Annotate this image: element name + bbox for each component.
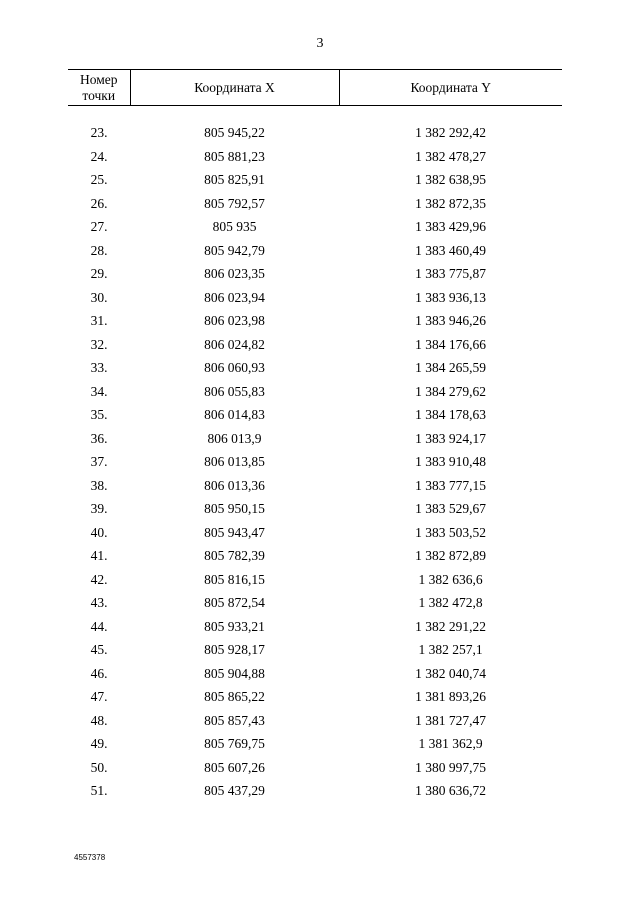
coordinate-x-cell: 806 055,83 bbox=[204, 383, 265, 399]
coordinate-x-cell: 805 857,43 bbox=[204, 712, 265, 728]
coordinate-x-cell: 805 945,22 bbox=[204, 125, 265, 140]
point-number-cell: 24. bbox=[90, 148, 108, 164]
point-number-cell: 23. bbox=[90, 125, 108, 140]
coordinate-x-cell: 806 024,82 bbox=[204, 336, 265, 352]
point-number-cell: 36. bbox=[90, 430, 108, 446]
coordinate-x-cell: 806 013,9 bbox=[207, 430, 262, 446]
coordinate-y-cell: 1 383 777,15 bbox=[415, 477, 486, 493]
coordinate-y-cell: 1 380 636,72 bbox=[415, 783, 486, 798]
point-number-cell: 42. bbox=[90, 571, 108, 587]
table-row bbox=[68, 192, 562, 216]
header-point-number bbox=[68, 70, 130, 106]
coordinate-x-cell: 806 013,36 bbox=[204, 477, 265, 493]
coordinate-y-cell: 1 381 362,9 bbox=[418, 736, 483, 751]
table-row bbox=[68, 215, 562, 239]
table-row bbox=[68, 427, 562, 451]
coordinate-y-cell: 1 383 946,26 bbox=[415, 313, 486, 328]
header-point-line2: точки bbox=[82, 87, 116, 103]
table-row bbox=[68, 121, 562, 145]
coordinate-y-cell: 1 381 893,26 bbox=[415, 689, 486, 704]
coordinate-x-cell: 805 769,75 bbox=[204, 736, 265, 751]
coordinate-x-cell: 805 942,79 bbox=[204, 242, 265, 258]
coordinate-x-cell: 806 023,35 bbox=[204, 266, 265, 281]
coordinate-y-cell: 1 383 460,49 bbox=[415, 242, 486, 258]
coordinate-y-cell: 1 381 727,47 bbox=[415, 712, 486, 728]
document-id: 4557378 bbox=[74, 853, 106, 862]
point-number-cell: 37. bbox=[90, 454, 108, 469]
coordinate-y-cell: 1 383 503,52 bbox=[415, 524, 486, 540]
coordinate-x-cell: 806 013,85 bbox=[204, 454, 265, 469]
coordinate-x-cell: 805 816,15 bbox=[204, 571, 265, 587]
table-row bbox=[68, 333, 562, 357]
coordinate-y-cell: 1 382 257,1 bbox=[418, 642, 483, 657]
page-number: 3 bbox=[316, 36, 324, 51]
table-row bbox=[68, 450, 562, 474]
coordinate-y-cell: 1 384 265,59 bbox=[415, 360, 486, 375]
coordinate-y-cell: 1 380 997,75 bbox=[415, 759, 486, 775]
coordinate-x-cell: 805 904,88 bbox=[204, 665, 265, 681]
table-row bbox=[68, 521, 562, 545]
coordinate-y-cell: 1 384 176,66 bbox=[415, 336, 486, 352]
point-number-cell: 35. bbox=[90, 407, 108, 422]
table-row bbox=[68, 591, 562, 615]
point-number-cell: 38. bbox=[90, 477, 108, 493]
coordinate-x-cell: 806 023,94 bbox=[204, 289, 265, 305]
point-number-cell: 45. bbox=[90, 642, 108, 657]
point-number-cell: 41. bbox=[90, 548, 108, 563]
table-row bbox=[68, 709, 562, 733]
point-number-cell: 29. bbox=[90, 266, 108, 281]
coordinate-y-cell: 1 383 429,96 bbox=[415, 219, 486, 234]
coordinate-y-cell: 1 382 472,8 bbox=[418, 595, 483, 610]
coordinate-x-cell: 805 607,26 bbox=[204, 759, 265, 775]
point-number-cell: 30. bbox=[90, 289, 108, 305]
table-row bbox=[68, 615, 562, 639]
header-point-line1: Номер bbox=[79, 71, 118, 87]
table-row bbox=[68, 286, 562, 310]
table-row bbox=[68, 544, 562, 568]
coordinate-y-cell: 1 383 924,17 bbox=[415, 430, 486, 446]
coordinate-y-cell: 1 382 638,95 bbox=[415, 172, 486, 187]
point-number-cell: 47. bbox=[90, 689, 108, 704]
point-number-cell: 43. bbox=[90, 595, 108, 610]
table-row bbox=[68, 685, 562, 709]
table-row bbox=[68, 239, 562, 263]
header-coordinate-x: Координата X bbox=[130, 70, 339, 106]
table-row bbox=[68, 380, 562, 404]
coordinate-x-cell: 805 782,39 bbox=[204, 548, 265, 563]
table-row bbox=[68, 638, 562, 662]
point-number-cell: 32. bbox=[90, 336, 108, 352]
coordinate-x-cell: 806 023,98 bbox=[204, 313, 265, 328]
table-row bbox=[68, 145, 562, 169]
coordinate-y-cell: 1 382 478,27 bbox=[415, 148, 486, 164]
point-number-cell: 39. bbox=[90, 501, 108, 516]
coordinate-y-cell: 1 382 291,22 bbox=[415, 618, 486, 634]
coordinate-x-cell: 805 437,29 bbox=[204, 783, 265, 798]
coordinate-x-cell: 805 872,54 bbox=[204, 595, 265, 610]
coordinate-y-cell: 1 383 936,13 bbox=[415, 289, 486, 305]
point-number-cell: 44. bbox=[90, 618, 108, 634]
coordinate-x-cell: 805 928,17 bbox=[204, 642, 265, 657]
point-number-cell: 49. bbox=[90, 736, 108, 751]
coordinate-x-cell: 805 792,57 bbox=[204, 195, 265, 211]
coordinate-y-cell: 1 383 910,48 bbox=[415, 454, 486, 469]
table-row bbox=[68, 309, 562, 333]
point-number-cell: 33. bbox=[90, 360, 108, 375]
header-coordinate-y: Координата Y bbox=[339, 70, 562, 106]
table-row bbox=[68, 403, 562, 427]
coordinates-table bbox=[68, 69, 562, 803]
table-row bbox=[68, 474, 562, 498]
coordinate-y-cell: 1 383 529,67 bbox=[415, 501, 486, 516]
coordinate-x-cell: 805 943,47 bbox=[204, 524, 265, 540]
point-number-cell: 51. bbox=[90, 783, 108, 798]
coordinate-y-cell: 1 382 292,42 bbox=[415, 125, 486, 140]
coordinate-y-cell: 1 382 872,35 bbox=[415, 195, 486, 211]
point-number-cell: 40. bbox=[90, 524, 108, 540]
table-row bbox=[68, 356, 562, 380]
point-number-cell: 25. bbox=[90, 172, 108, 187]
coordinate-y-cell: 1 383 775,87 bbox=[415, 266, 486, 281]
table-row bbox=[68, 732, 562, 756]
point-number-cell: 26. bbox=[90, 195, 108, 211]
coordinate-x-cell: 806 060,93 bbox=[204, 360, 265, 375]
coordinate-y-cell: 1 382 040,74 bbox=[415, 665, 486, 681]
coordinate-x-cell: 805 933,21 bbox=[204, 618, 265, 634]
coordinate-x-cell: 805 935 bbox=[212, 219, 257, 234]
coordinate-x-cell: 806 014,83 bbox=[204, 407, 265, 422]
point-number-cell: 50. bbox=[90, 759, 108, 775]
point-number-cell: 48. bbox=[90, 712, 108, 728]
table-row bbox=[68, 262, 562, 286]
table-row bbox=[68, 756, 562, 780]
point-number-cell: 31. bbox=[90, 313, 108, 328]
coordinate-y-cell: 1 384 279,62 bbox=[415, 383, 486, 399]
coordinate-y-cell: 1 384 178,63 bbox=[415, 407, 486, 422]
point-number-cell: 27. bbox=[90, 219, 108, 234]
point-number-cell: 46. bbox=[90, 665, 108, 681]
point-number-cell: 28. bbox=[90, 242, 108, 258]
table-row bbox=[68, 168, 562, 192]
point-number-cell: 34. bbox=[90, 383, 108, 399]
coordinate-x-cell: 805 865,22 bbox=[204, 689, 265, 704]
table-row bbox=[68, 497, 562, 521]
coordinate-x-cell: 805 950,15 bbox=[204, 501, 265, 516]
table-row bbox=[68, 779, 562, 803]
coordinate-y-cell: 1 382 872,89 bbox=[415, 548, 486, 563]
coordinate-x-cell: 805 825,91 bbox=[204, 172, 265, 187]
coordinate-x-cell: 805 881,23 bbox=[204, 148, 265, 164]
table-body bbox=[68, 106, 562, 803]
table-row bbox=[68, 662, 562, 686]
table-row bbox=[68, 568, 562, 592]
table-header-row bbox=[68, 70, 562, 106]
coordinate-y-cell: 1 382 636,6 bbox=[418, 571, 483, 587]
